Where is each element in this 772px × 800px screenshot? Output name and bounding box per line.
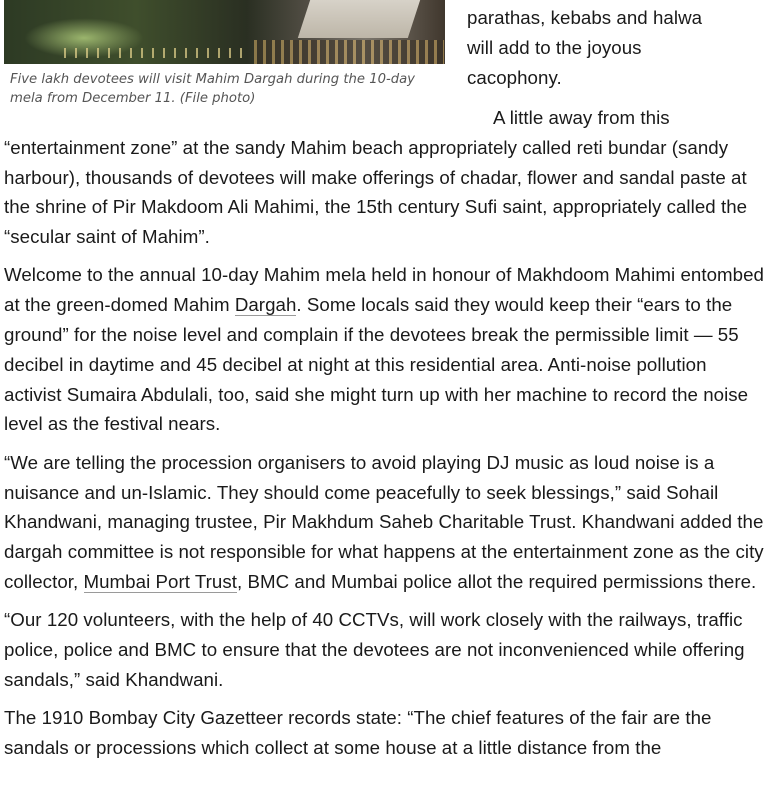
side-line-3: cacophony. xyxy=(467,66,562,88)
paragraph-3-text-b: , BMC and Mumbai police allot the required permissions there. xyxy=(237,570,757,592)
paragraph-3-text-a: “We are telling the procession organisers to avoid playing DJ music as loud noise is a nuisance and un-Islamic. They should come peacefully to seek blessings,” said Sohail Khandwani, managing trustee, Pir Makhdum Saheb Charitable Trust. Khandwani added the dargah committee is not responsible for what happens at the entertainment zone as the city collector, xyxy=(4,451,764,592)
dargah-link[interactable]: Dargah xyxy=(234,294,297,316)
article-figure xyxy=(4,0,450,108)
article-photo xyxy=(4,0,445,64)
paragraph-1 xyxy=(4,103,768,252)
paragraph-2-text-a: Welcome to the annual 10-day Mahim mela held in honour of Makhdoom Mahimi entombed at the green-domed Mahim xyxy=(4,264,764,316)
main-text xyxy=(4,107,768,763)
paragraph-2 xyxy=(4,260,768,439)
paragraph-3 xyxy=(4,448,768,597)
paragraph-1-lead: A little away from this xyxy=(493,107,670,128)
paragraph-1-text: “entertainment zone” at the sandy Mahim beach appropriately called reti bundar (sandy harbour), thousands of devotees will make offerings of chadar, flower and sandal paste at the shrine of Pir Makdoom Ali Mahimi, the 15th century Sufi saint, appropriately called the “secular saint of Mahim”. xyxy=(4,136,748,248)
paragraph-2-text-b: . Some locals said they would keep their “ears to the ground” for the noise level and complain if the devotees break the permissible limit — 55 decibel in daytime and 45 decibel at night at this residential area. Anti-noise pollution activist Sumaira Abdulali, too, said she might turn up with her machine to record the noise level as the festival nears. xyxy=(4,294,749,435)
side-line-2: will add to the joyous xyxy=(467,36,642,58)
mumbai-port-trust-link[interactable]: Mumbai Port Trust xyxy=(83,570,238,592)
photo-caption: Five lakh devotees will visit Mahim Dargah during the 10-day mela from December 11. (File photo) xyxy=(10,72,415,106)
side-line-1: parathas, kebabs and halwa xyxy=(467,7,703,28)
wrapped-text-column xyxy=(467,3,767,92)
paragraph-5: The 1910 Bombay City Gazetteer records state: “The chief features of the fair are the sandals or processions which collect at some house at a little distance from the xyxy=(4,707,712,758)
paragraph-4: “Our 120 volunteers, with the help of 40 CCTVs, will work closely with the railways, traffic police, police and BMC to ensure that the devotees are not inconvenienced while offering sandals,” said Khandwani. xyxy=(4,609,745,690)
